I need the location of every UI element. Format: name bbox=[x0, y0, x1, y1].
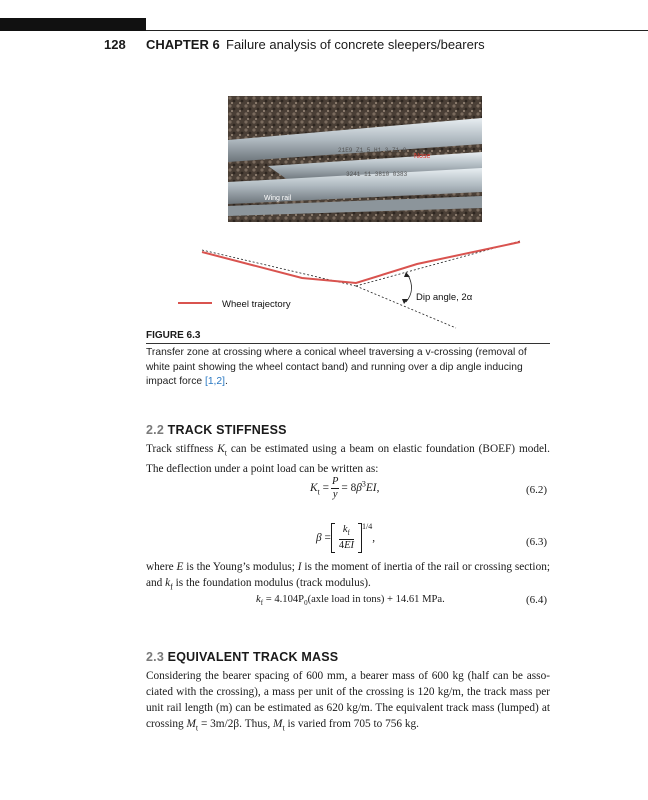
equation-number-6-4: (6.4) bbox=[526, 594, 548, 606]
nose-label: Nose bbox=[414, 153, 431, 160]
rail-marking-2: 3241 11 3810 0383 bbox=[346, 171, 408, 178]
chapter-label: CHAPTER 6 bbox=[146, 37, 220, 52]
rail-marking-1: 21E9 Z1 5 H1 3 Z1 0 bbox=[338, 147, 407, 154]
equation-6-4: $k_f$ = $4.104P_0(axle$ load in tons) + 14.61 MPa. bbox=[256, 594, 445, 608]
citation-link[interactable]: [1,2] bbox=[204, 376, 225, 387]
wheel-trajectory-line bbox=[202, 242, 520, 283]
paragraph-track-mass: Considering the bearer spacing of 600 mm, a bearer mass of 600 kg (half can be asso-ciated with the crossing), a mass per unit of the crossing is 120 kg/m, the track mass per unit rail length (m) can be estimated as 620 kg/m. The equivalent track mass (lumped) at crossing $M_t = 3m/2\beta$. Thus, $M_t$ is varied from 705 to 756 kg. bbox=[146, 670, 550, 733]
page-number: 128 bbox=[104, 37, 126, 52]
header-rule bbox=[146, 30, 648, 31]
wing-rail-label: Wing rail bbox=[264, 195, 292, 202]
header-bar bbox=[0, 18, 146, 31]
paragraph-definitions: where E is the Young’s modulus; I is the moment of inertia of the rail or crossing section; and $k_f$ is the foundation modulus (track modulus). bbox=[146, 561, 551, 592]
figure-rule bbox=[146, 343, 550, 344]
dip-angle-arc bbox=[406, 275, 412, 302]
equation-number-6-3: (6.3) bbox=[526, 536, 548, 548]
dip-angle-label: Dip angle, 2α bbox=[416, 292, 473, 303]
crossing-photo bbox=[228, 96, 482, 222]
equation-6-3: β = $\frac{k_f}{4EI}$ $^{1/4}$, bbox=[316, 522, 376, 552]
dip-angle-diagram bbox=[172, 236, 532, 332]
equation-6-2: $K_t$ = $\frac{P}{y}$ = $8\beta^3EI$, bbox=[310, 476, 380, 500]
figure-label: FIGURE 6.3 bbox=[146, 330, 201, 341]
chapter-title: Failure analysis of concrete sleepers/bearers bbox=[226, 37, 485, 52]
equation-number-6-2: (6.2) bbox=[526, 484, 548, 496]
section-heading-2-2: 2.2 TRACK STIFFNESS bbox=[146, 423, 287, 437]
figure-caption: Transfer zone at crossing where a conical wheel traversing a v-crossing (removal of white paint showing the wheel contact band) and running over a dip angle inducing impact force [1,2]. bbox=[146, 347, 527, 387]
legend-label: Wheel trajectory bbox=[222, 299, 291, 310]
paragraph-track-stiffness: Track stiffness $K_t$ can be estimated using a beam on elastic foundation (BOEF) model. The deflection under a point load can be written as: bbox=[146, 443, 551, 476]
section-heading-2-3: 2.3 EQUIVALENT TRACK MASS bbox=[146, 650, 339, 664]
